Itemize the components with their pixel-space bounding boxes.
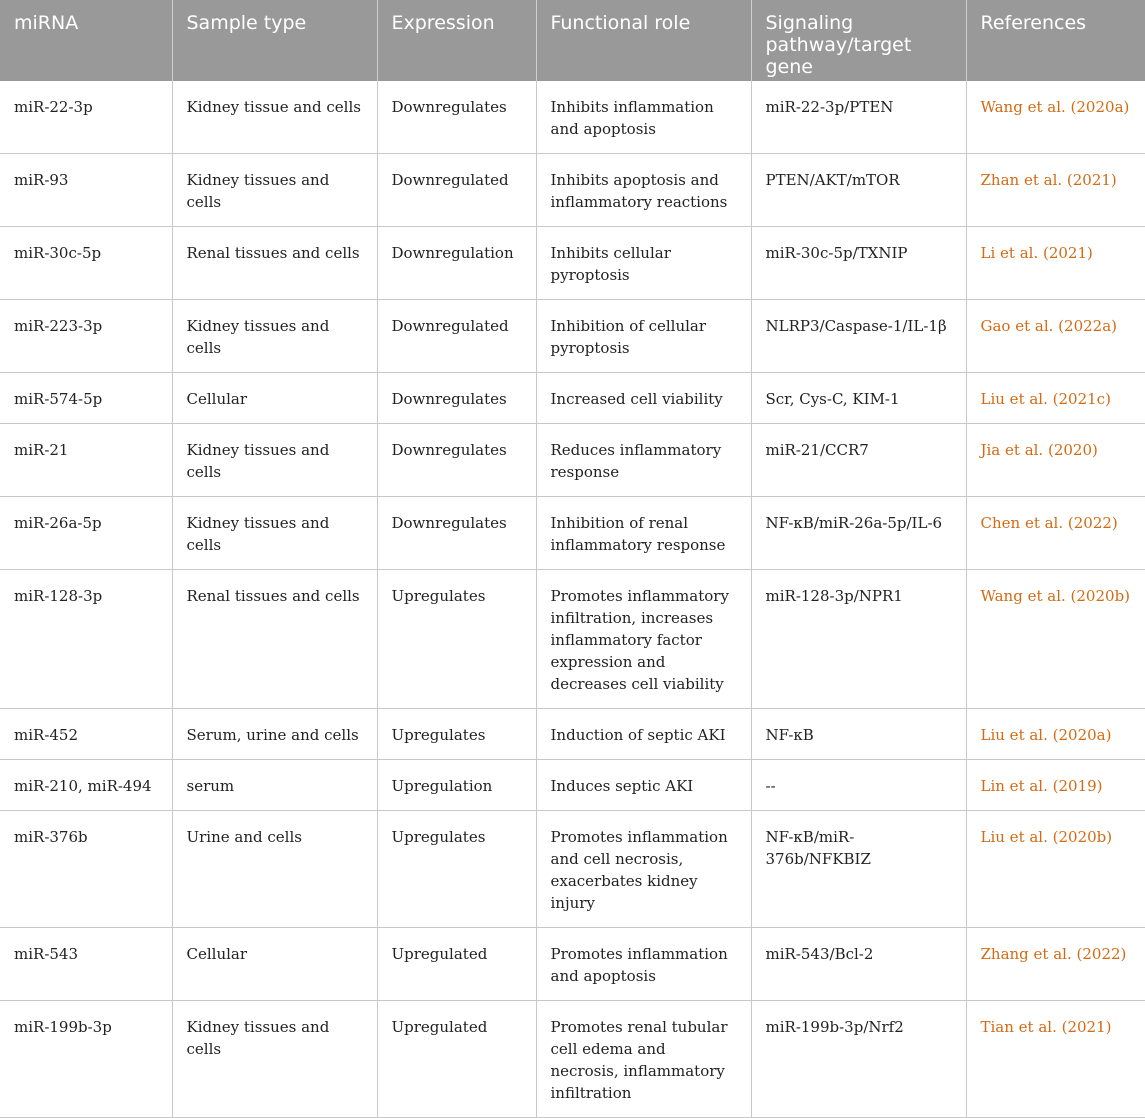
table-row — [0, 424, 1145, 497]
cell-mirna: miR-223-3p — [0, 300, 172, 373]
cell-sample-type: Cellular — [172, 928, 377, 1001]
cell-signaling-pathway: NF-κB/miR-376b/NFKBIZ — [751, 811, 966, 928]
cell-functional-role: Inhibits cellular pyroptosis — [536, 227, 751, 300]
cell-functional-role: Inhibits inflammation and apoptosis — [536, 81, 751, 154]
cell-functional-role: Inhibition of cellular pyroptosis — [536, 300, 751, 373]
cell-mirna: miR-128-3p — [0, 570, 172, 709]
cell-functional-role: Induction of septic AKI — [536, 709, 751, 760]
header-references: References — [966, 0, 1145, 81]
cell-functional-role: Increased cell viability — [536, 373, 751, 424]
table-row — [0, 570, 1145, 709]
header-expression: Expression — [377, 0, 536, 81]
reference-link[interactable]: Li et al. (2021) — [966, 227, 1145, 300]
cell-sample-type: Renal tissues and cells — [172, 570, 377, 709]
cell-sample-type: Kidney tissues and cells — [172, 424, 377, 497]
cell-expression: Downregulated — [377, 300, 536, 373]
cell-functional-role: Promotes inflammatory infiltration, increases inflammatory factor expression and decreases cell viability — [536, 570, 751, 709]
cell-signaling-pathway: miR-199b-3p/Nrf2 — [751, 1001, 966, 1118]
cell-functional-role: Reduces inflammatory response — [536, 424, 751, 497]
cell-expression: Upregulates — [377, 709, 536, 760]
cell-signaling-pathway: NLRP3/Caspase-1/IL-1β — [751, 300, 966, 373]
cell-sample-type: Kidney tissues and cells — [172, 154, 377, 227]
reference-link[interactable]: Liu et al. (2021c) — [966, 373, 1145, 424]
reference-link[interactable]: Gao et al. (2022a) — [966, 300, 1145, 373]
cell-sample-type: Kidney tissues and cells — [172, 300, 377, 373]
cell-signaling-pathway: Scr, Cys-C, KIM-1 — [751, 373, 966, 424]
table-row — [0, 81, 1145, 154]
cell-expression: Downregulated — [377, 154, 536, 227]
cell-functional-role: Promotes renal tubular cell edema and necrosis, inflammatory infiltration — [536, 1001, 751, 1118]
reference-link[interactable]: Wang et al. (2020a) — [966, 81, 1145, 154]
cell-expression: Upregulates — [377, 811, 536, 928]
cell-sample-type: Serum, urine and cells — [172, 709, 377, 760]
cell-signaling-pathway: NF-κB — [751, 709, 966, 760]
reference-link[interactable]: Wang et al. (2020b) — [966, 570, 1145, 709]
cell-mirna: miR-30c-5p — [0, 227, 172, 300]
cell-signaling-pathway: miR-22-3p/PTEN — [751, 81, 966, 154]
table-row — [0, 760, 1145, 811]
cell-mirna: miR-452 — [0, 709, 172, 760]
cell-mirna: miR-199b-3p — [0, 1001, 172, 1118]
cell-signaling-pathway: miR-30c-5p/TXNIP — [751, 227, 966, 300]
table-row — [0, 709, 1145, 760]
cell-mirna: miR-26a-5p — [0, 497, 172, 570]
cell-sample-type: serum — [172, 760, 377, 811]
cell-mirna: miR-574-5p — [0, 373, 172, 424]
header-functional-role: Functional role — [536, 0, 751, 81]
cell-functional-role: Inhibition of renal inflammatory response — [536, 497, 751, 570]
cell-signaling-pathway: miR-543/Bcl-2 — [751, 928, 966, 1001]
cell-signaling-pathway: miR-21/CCR7 — [751, 424, 966, 497]
cell-expression: Upregulates — [377, 570, 536, 709]
cell-mirna: miR-21 — [0, 424, 172, 497]
cell-functional-role: Promotes inflammation and cell necrosis, exacerbates kidney injury — [536, 811, 751, 928]
cell-sample-type: Kidney tissue and cells — [172, 81, 377, 154]
cell-expression: Downregulates — [377, 81, 536, 154]
cell-functional-role: Induces septic AKI — [536, 760, 751, 811]
cell-mirna: miR-543 — [0, 928, 172, 1001]
cell-signaling-pathway: -- — [751, 760, 966, 811]
cell-sample-type: Urine and cells — [172, 811, 377, 928]
cell-functional-role: Promotes inflammation and apoptosis — [536, 928, 751, 1001]
header-mirna: miRNA — [0, 0, 172, 81]
cell-expression: Upregulation — [377, 760, 536, 811]
cell-functional-role: Inhibits apoptosis and inflammatory reactions — [536, 154, 751, 227]
reference-link[interactable]: Zhang et al. (2022) — [966, 928, 1145, 1001]
reference-link[interactable]: Jia et al. (2020) — [966, 424, 1145, 497]
table-row — [0, 1001, 1145, 1118]
cell-signaling-pathway: PTEN/AKT/mTOR — [751, 154, 966, 227]
cell-expression: Downregulates — [377, 497, 536, 570]
header-row — [0, 0, 1145, 81]
cell-sample-type: Kidney tissues and cells — [172, 497, 377, 570]
reference-link[interactable]: Liu et al. (2020a) — [966, 709, 1145, 760]
table-row — [0, 154, 1145, 227]
reference-link[interactable]: Lin et al. (2019) — [966, 760, 1145, 811]
table-row — [0, 300, 1145, 373]
table-row — [0, 227, 1145, 300]
cell-sample-type: Renal tissues and cells — [172, 227, 377, 300]
reference-link[interactable]: Zhan et al. (2021) — [966, 154, 1145, 227]
cell-mirna: miR-376b — [0, 811, 172, 928]
cell-signaling-pathway: miR-128-3p/NPR1 — [751, 570, 966, 709]
table-row — [0, 928, 1145, 1001]
cell-expression: Upregulated — [377, 1001, 536, 1118]
cell-expression: Downregulates — [377, 373, 536, 424]
reference-link[interactable]: Tian et al. (2021) — [966, 1001, 1145, 1118]
table-row — [0, 811, 1145, 928]
cell-mirna: miR-93 — [0, 154, 172, 227]
reference-link[interactable]: Chen et al. (2022) — [966, 497, 1145, 570]
cell-expression: Downregulates — [377, 424, 536, 497]
cell-expression: Upregulated — [377, 928, 536, 1001]
cell-sample-type: Cellular — [172, 373, 377, 424]
cell-mirna: miR-210, miR-494 — [0, 760, 172, 811]
cell-signaling-pathway: NF-κB/miR-26a-5p/IL-6 — [751, 497, 966, 570]
cell-expression: Downregulation — [377, 227, 536, 300]
header-sample-type: Sample type — [172, 0, 377, 81]
table-body — [0, 81, 1145, 1118]
reference-link[interactable]: Liu et al. (2020b) — [966, 811, 1145, 928]
cell-sample-type: Kidney tissues and cells — [172, 1001, 377, 1118]
table-row — [0, 373, 1145, 424]
cell-mirna: miR-22-3p — [0, 81, 172, 154]
table-header — [0, 0, 1145, 81]
table-row — [0, 497, 1145, 570]
header-signaling-pathway: Signaling pathway/target gene — [751, 0, 966, 81]
